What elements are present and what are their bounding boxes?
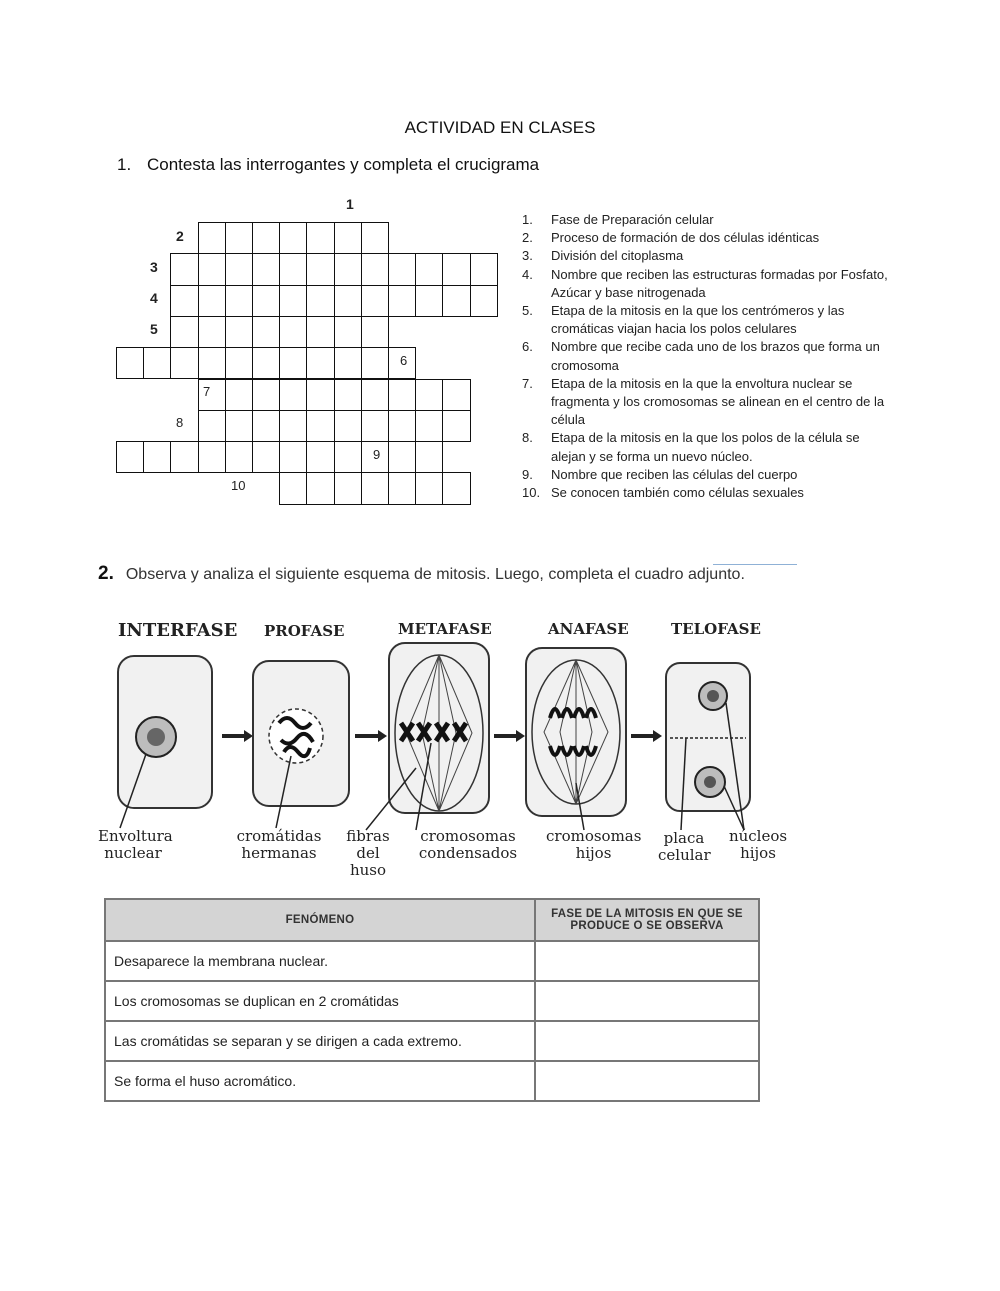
crossword-cell[interactable]	[388, 285, 416, 317]
phenomenon-cell: Se forma el huso acromático.	[105, 1061, 535, 1101]
label-envoltura-nuclear: Envoltura nuclear	[98, 827, 173, 862]
phenomena-table	[104, 898, 760, 1102]
crossword-cell[interactable]	[306, 222, 334, 254]
clue-item: 2. Proceso de formación de dos células idénticas	[522, 230, 820, 246]
crossword-cell[interactable]	[279, 410, 307, 442]
crossword-cell[interactable]	[198, 379, 226, 411]
crossword-number: 10	[231, 478, 246, 493]
arrow-1	[222, 730, 253, 742]
crossword-cell[interactable]	[334, 441, 362, 473]
question-2-heading	[98, 563, 745, 585]
crossword-cell[interactable]	[415, 285, 443, 317]
crossword-cell[interactable]	[116, 441, 144, 473]
crossword-cell[interactable]	[388, 379, 416, 411]
clue-item: 1. Fase de Preparación celular	[522, 212, 714, 227]
crossword-cell[interactable]	[225, 285, 253, 317]
crossword-cell[interactable]	[415, 441, 443, 473]
phenomenon-cell: Las cromátidas se separan y se dirigen a cada extremo.	[105, 1021, 535, 1061]
question-1-number: 1.	[117, 155, 132, 174]
crossword-cell[interactable]	[225, 253, 253, 285]
clue-item: 9. Nombre que reciben las células del cuerpo	[522, 466, 798, 482]
crossword-cell[interactable]	[170, 347, 198, 379]
table-row	[105, 981, 759, 1021]
crossword-cell[interactable]	[415, 253, 443, 285]
crossword-cell[interactable]	[388, 253, 416, 285]
crossword-cell[interactable]	[334, 410, 362, 442]
crossword-cell[interactable]	[388, 472, 416, 504]
crossword-cell[interactable]	[198, 316, 226, 348]
crossword-number: 9	[373, 447, 381, 462]
crossword-cell[interactable]	[252, 285, 280, 317]
crossword-cell[interactable]	[252, 410, 280, 442]
crossword-cell[interactable]	[361, 472, 389, 504]
crossword-cell[interactable]	[334, 253, 362, 285]
crossword-cell[interactable]	[225, 410, 253, 442]
crossword-cell[interactable]	[170, 441, 198, 473]
crossword-cell[interactable]	[361, 253, 389, 285]
crossword-cell[interactable]	[198, 253, 226, 285]
crossword-cell[interactable]	[143, 347, 171, 379]
crossword-cell[interactable]	[334, 472, 362, 504]
crossword-cell[interactable]	[334, 347, 362, 379]
clue-item: 7. Etapa de la mitosis en la que la envoltura nuclear se fragmenta y los cromosomas se alinean en el centro de la célula	[522, 375, 885, 428]
arrow-2	[355, 730, 387, 742]
crossword-cell[interactable]	[334, 285, 362, 317]
phase-label-telofase: TELOFASE	[671, 620, 761, 638]
header-phenomenon: FENÓMENO	[105, 899, 535, 941]
crossword-cell[interactable]	[252, 222, 280, 254]
table-row	[105, 1021, 759, 1061]
crossword-cell[interactable]	[279, 472, 307, 504]
question-1-text: Contesta las interrogantes y completa el crucigrama	[147, 155, 540, 174]
crossword-cell[interactable]	[279, 441, 307, 473]
telofase-cell	[666, 663, 750, 830]
crossword-cell[interactable]	[415, 379, 443, 411]
crossword-cell[interactable]	[279, 316, 307, 348]
crossword-cell[interactable]	[470, 285, 498, 317]
crossword-cell[interactable]	[198, 222, 226, 254]
crossword-cell[interactable]	[442, 379, 470, 411]
mitosis-diagram	[96, 608, 796, 878]
clue-list	[516, 211, 896, 502]
crossword-cell[interactable]	[361, 347, 389, 379]
crossword-cell[interactable]	[442, 472, 470, 504]
crossword-cell[interactable]	[252, 441, 280, 473]
table-header-row	[105, 899, 759, 941]
interfase-cell	[118, 656, 212, 828]
link-underline	[713, 564, 797, 565]
clue-item: 3. División del citoplasma	[522, 248, 684, 264]
crossword-cell[interactable]	[198, 441, 226, 473]
crossword-cell[interactable]	[279, 347, 307, 379]
crossword-cell[interactable]	[225, 379, 253, 411]
answer-cell[interactable]	[535, 1021, 759, 1061]
crossword-cell[interactable]	[252, 253, 280, 285]
crossword-cell[interactable]	[306, 316, 334, 348]
crossword-number: 2	[176, 228, 184, 244]
label-cromosomas-hijos: cromosomas hijos	[546, 827, 642, 862]
table-row	[105, 941, 759, 981]
crossword-cell[interactable]	[442, 253, 470, 285]
crossword-number: 8	[176, 415, 184, 430]
crossword-cell[interactable]	[415, 410, 443, 442]
crossword-cell[interactable]	[170, 316, 198, 348]
crossword-cell[interactable]	[306, 347, 334, 379]
clue-item: 5. Etapa de la mitosis en la que los centrómeros y las cromáticas viajan hacia los polos celulares	[522, 303, 845, 337]
crossword-cell[interactable]	[388, 441, 416, 473]
crossword-cell[interactable]	[143, 441, 171, 473]
answer-cell[interactable]	[535, 1061, 759, 1101]
phase-label-interfase: INTERFASE	[118, 620, 238, 641]
crossword-number: 7	[203, 384, 211, 399]
crossword-cell[interactable]	[170, 253, 198, 285]
crossword-cell[interactable]	[116, 347, 144, 379]
label-cromosomas-condensados: cromosomas condensados	[418, 827, 518, 862]
crossword-cell[interactable]	[170, 285, 198, 317]
phase-label-anafase: ANAFASE	[548, 620, 629, 638]
table-row	[105, 1061, 759, 1101]
crossword-cell[interactable]	[361, 285, 389, 317]
crossword-cell[interactable]	[306, 410, 334, 442]
clue-item: 4. Nombre que reciben las estructuras formadas por Fosfato, Azúcar y base nitrogenada	[522, 266, 888, 300]
crossword-number: 4	[150, 290, 158, 306]
crossword-cell[interactable]	[279, 253, 307, 285]
crossword-cell[interactable]	[334, 222, 362, 254]
page-title: ACTIVIDAD EN CLASES	[404, 118, 596, 137]
question-2-number: 2.	[98, 563, 114, 584]
phase-label-profase: PROFASE	[264, 622, 345, 640]
crossword-cell[interactable]	[252, 379, 280, 411]
clue-item: 8. Etapa de la mitosis en la que los polos de la célula se alejan y se forma un nuevo núcleo.	[522, 430, 860, 464]
crossword-cell[interactable]	[279, 285, 307, 317]
crossword-number: 1	[346, 196, 354, 212]
phenomenon-cell: Desaparece la membrana nuclear.	[105, 941, 535, 981]
crossword-cell[interactable]	[279, 379, 307, 411]
arrow-3	[494, 730, 525, 742]
crossword-cell[interactable]	[361, 222, 389, 254]
crossword-cell[interactable]	[198, 410, 226, 442]
crossword-cell[interactable]	[252, 347, 280, 379]
crossword-cell[interactable]	[225, 222, 253, 254]
crossword-cell[interactable]	[198, 347, 226, 379]
crossword-cell[interactable]	[225, 441, 253, 473]
profase-cell	[253, 661, 349, 828]
crossword-cell[interactable]	[306, 472, 334, 504]
crossword-cell[interactable]	[470, 253, 498, 285]
phenomenon-cell: Los cromosomas se duplican en 2 cromátidas	[105, 981, 535, 1021]
crossword-cell[interactable]	[334, 316, 362, 348]
answer-cell[interactable]	[535, 941, 759, 981]
answer-cell[interactable]	[535, 981, 759, 1021]
label-cromatidas-hermanas: cromátidas hermanas	[236, 827, 322, 862]
crossword-cell[interactable]	[225, 347, 253, 379]
anafase-cell	[526, 648, 626, 830]
crossword-cell[interactable]	[361, 316, 389, 348]
crossword-cell[interactable]	[306, 253, 334, 285]
crossword-cell[interactable]	[306, 379, 334, 411]
crossword-cell[interactable]	[306, 285, 334, 317]
clue-item: 10. Se conocen también como células sexuales	[522, 485, 804, 501]
crossword-number: 6	[400, 353, 408, 368]
crossword-cell[interactable]	[198, 285, 226, 317]
crossword-cell[interactable]	[279, 222, 307, 254]
crossword-cell[interactable]	[415, 472, 443, 504]
phase-label-metafase: METAFASE	[398, 620, 492, 638]
crossword-cell[interactable]	[442, 285, 470, 317]
crossword-cell[interactable]	[361, 379, 389, 411]
crossword-number: 3	[150, 259, 158, 275]
crossword-number: 5	[150, 321, 158, 337]
crossword-cell[interactable]	[306, 441, 334, 473]
crossword-cell[interactable]	[361, 410, 389, 442]
crossword-cell[interactable]	[252, 316, 280, 348]
question-2-text: Observa y analiza el siguiente esquema de mitosis. Luego, completa el cuadro adjunto.	[125, 566, 745, 583]
label-placa-celular: placa celular	[658, 829, 711, 864]
arrow-4	[631, 730, 662, 742]
crossword-cell[interactable]	[334, 379, 362, 411]
clue-item: 6. Nombre que recibe cada uno de los brazos que forma un cromosoma	[522, 339, 880, 373]
crossword-cell[interactable]	[442, 410, 470, 442]
crossword-cell[interactable]	[388, 410, 416, 442]
crossword-cell[interactable]	[225, 316, 253, 348]
label-nucleos-hijos: núcleos hijos	[728, 827, 788, 862]
label-fibras-del-huso: fibras del huso	[346, 827, 390, 879]
header-phase: FASE DE LA MITOSIS EN QUE SE PRODUCE O SE OBSERVA	[535, 899, 759, 941]
